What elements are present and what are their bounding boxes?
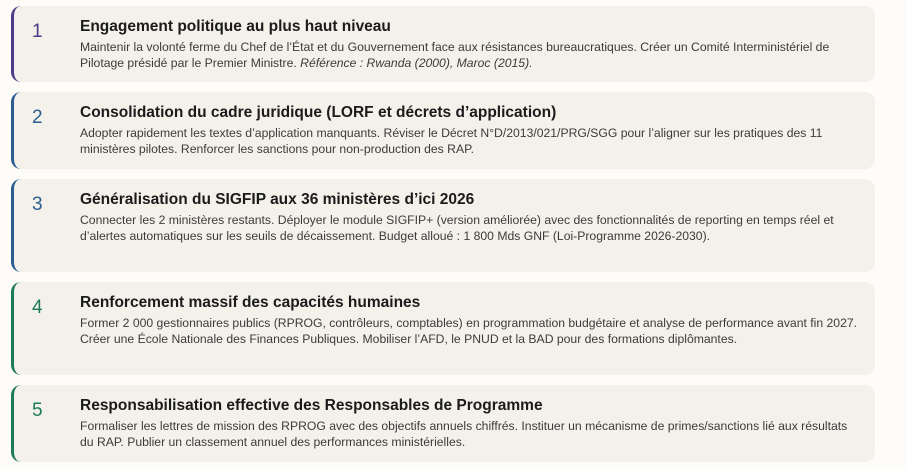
card-body: Adopter rapidement les textes d’application manquants. Réviser le Décret N°D/2013/021/PRG/SGG pour l’aligner sur les pratiques des 11 ministères pilotes. Renforcer les sanctions pour non-production des RAP. [80, 126, 823, 156]
card-title: Consolidation du cadre juridique (LORF et décrets d’application) [80, 104, 557, 121]
card-body-text: Maintenir la volonté ferme du Chef de l’État et du Gouvernement face aux résistances bureaucratiques. Créer un Comité Interministériel de Pilotage présidé par le Premier Ministre. [80, 40, 830, 70]
card-title: Généralisation du SIGFIP aux 36 ministères d’ici 2026 [80, 191, 475, 208]
card-body: Former 2 000 gestionnaires publics (RPROG, contrôleurs, comptables) en programmation budgétaire et analyse de performance avant fin 2027. Créer une École Nationale des Finances Publiques. Mobiliser l’AFD, le PNUD et la BAD pour des formations diplômantes. [80, 316, 858, 346]
card-body: Connecter les 2 ministères restants. Déployer le module SIGFIP+ (version améliorée) avec des fonctionnalités de reporting en temps réel et d’alertes automatiques sur les seuils de décaissement. Budget alloué : 1 800 Mds GNF (Loi-Programme 2026-2030). [80, 213, 834, 243]
card-number: 4 [32, 297, 43, 318]
recommendation-card-1 [11, 6, 875, 82]
recommendation-card-2 [11, 92, 875, 169]
card-body [80, 39, 861, 71]
recommendation-card-3 [11, 179, 875, 272]
card-number: 1 [32, 21, 43, 42]
card-reference: Référence : Rwanda (2000), Maroc (2015). [300, 56, 533, 70]
recommendation-card-5 [11, 385, 875, 462]
card-title: Renforcement massif des capacités humaines [80, 294, 421, 311]
recommendation-card-4 [11, 282, 875, 375]
card-number: 5 [32, 400, 43, 421]
card-title: Responsabilisation effective des Responsables de Programme [80, 397, 543, 414]
card-title: Engagement politique au plus haut niveau [80, 18, 391, 35]
card-number: 2 [32, 107, 43, 128]
card-body: Formaliser les lettres de mission des RPROG avec des objectifs annuels chiffrés. Instituer un mécanisme de primes/sanctions lié aux résultats du RAP. Publier un classement annuel des performances ministérielles. [80, 419, 848, 449]
card-number: 3 [32, 194, 43, 215]
